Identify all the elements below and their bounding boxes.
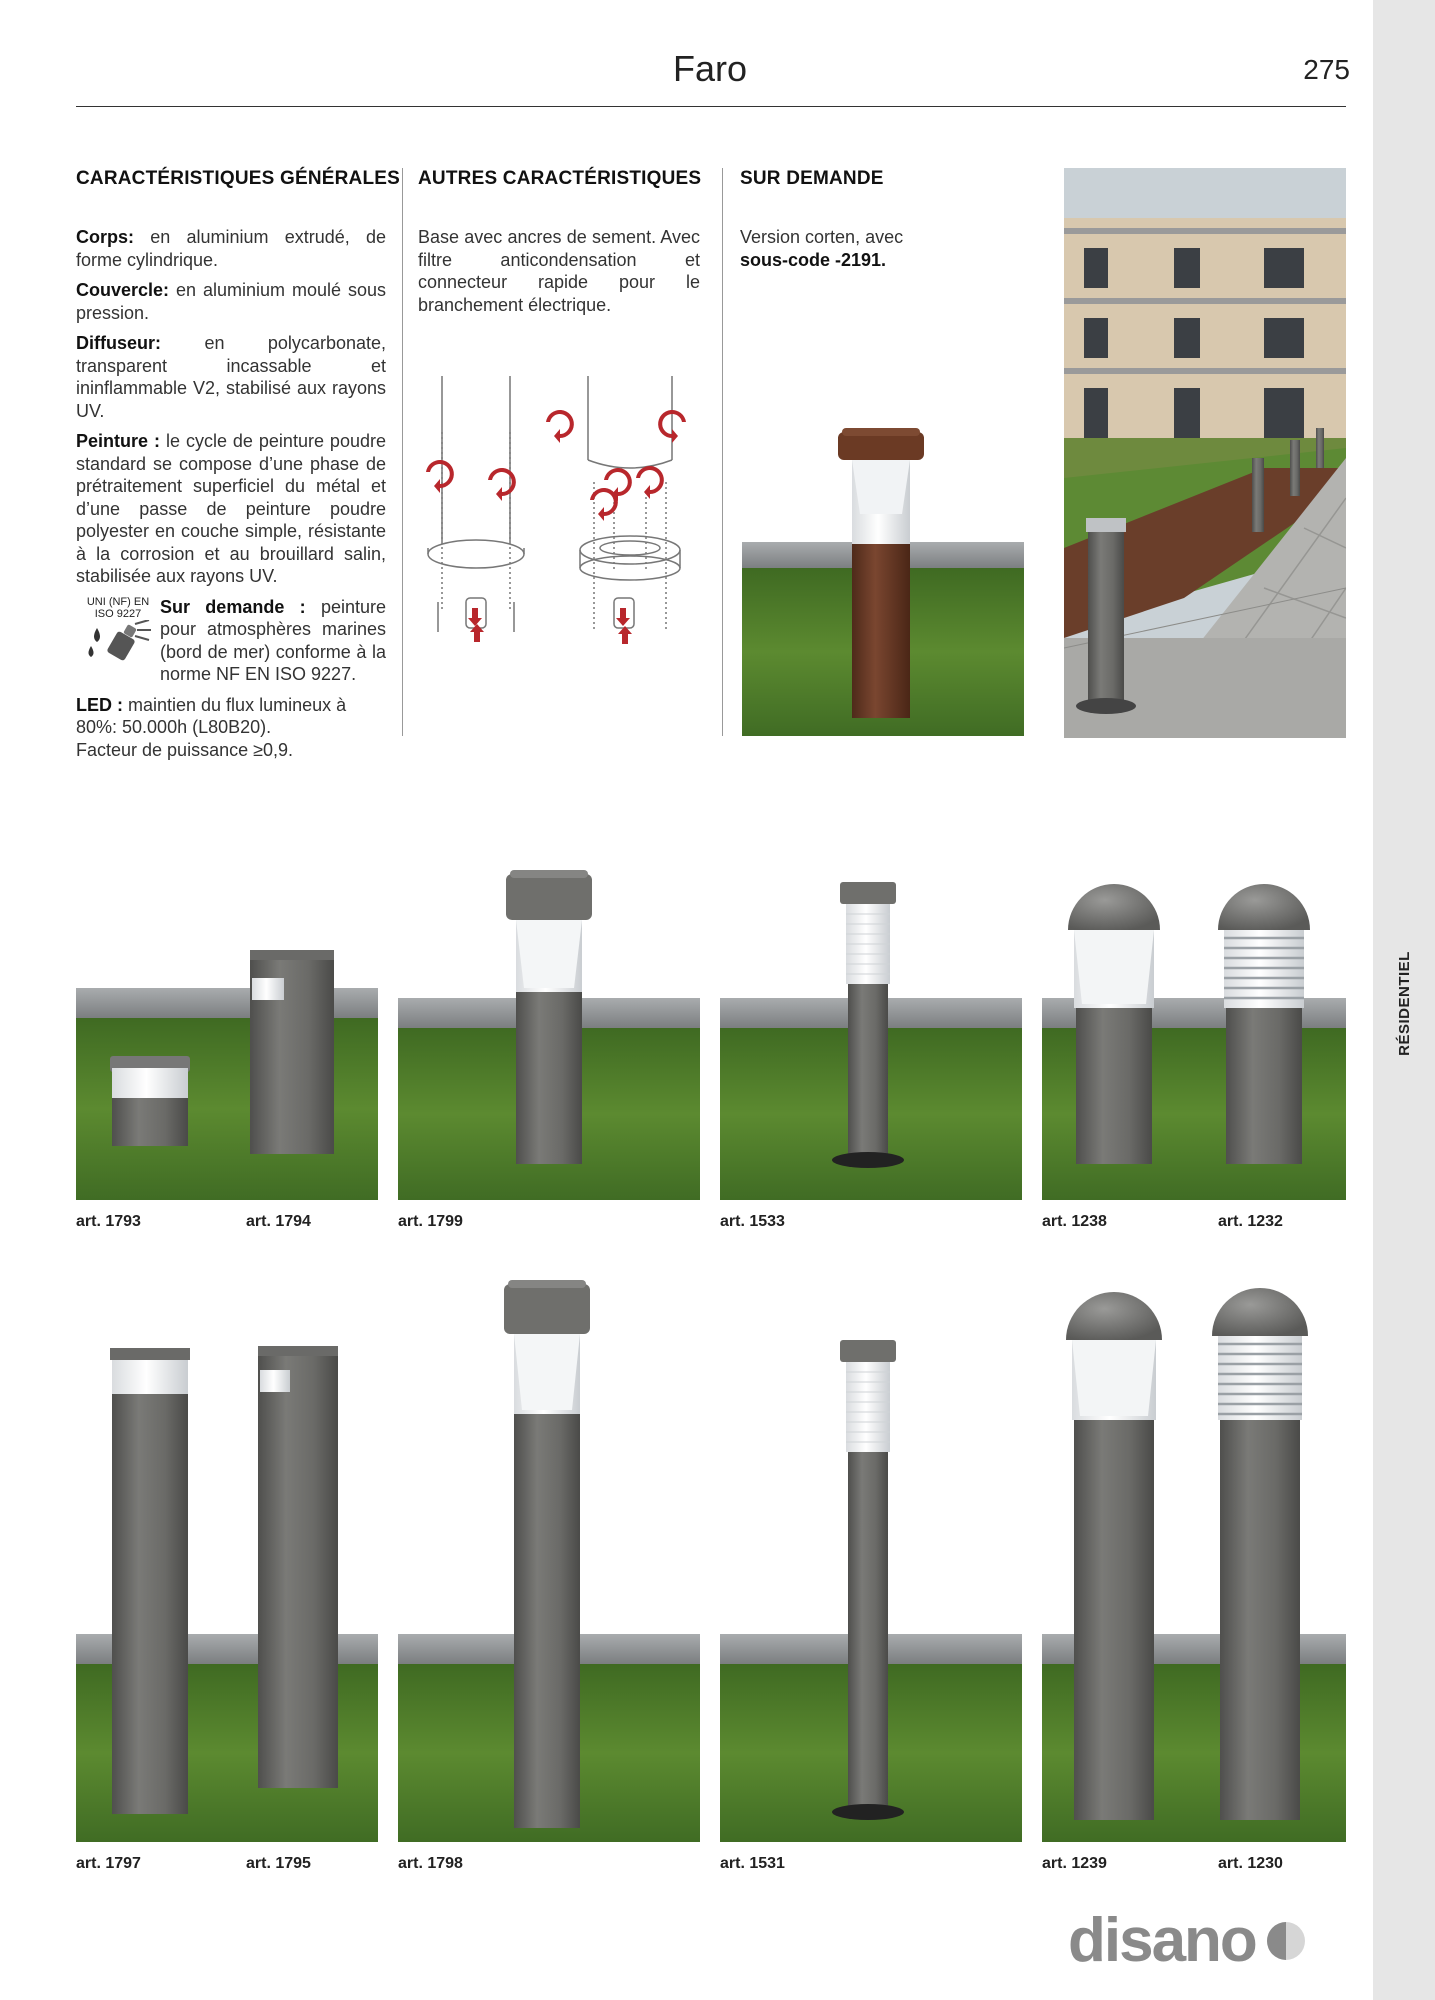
peinture-paragraph: Peinture : le cycle de peinture poudre standard se compose d’une phase de prétraitement superficiel du métal et d’une passe de peinture poudre polyester en couche simple, résistante à la corrosion et au brouillard salin, stabilisée aux rayons UV. — [76, 431, 386, 586]
caption-art-1239: art. 1239 — [1042, 1855, 1107, 1872]
on-request-heading: SUR DEMANDE — [740, 168, 884, 189]
residential-installation-photo — [1064, 168, 1346, 738]
on-request-subcode: sous-code -2191. — [740, 249, 887, 270]
disano-logo: disano — [1068, 1905, 1306, 1976]
on-request — [740, 168, 1020, 271]
photo-art-1798 — [398, 1270, 700, 1842]
caption-art-1531: art. 1531 — [720, 1855, 785, 1872]
sur-demande-paragraph: Sur demande : peinture pour atmosphères marines (bord de mer) conforme à la norme NF EN ISO 9227. — [160, 596, 386, 684]
caption-art-1799: art. 1799 — [398, 1213, 463, 1230]
caption-art-1797: art. 1797 — [76, 1855, 141, 1872]
other-characteristics-text: Base avec ancres de sement. Avec filtre anticondensation et connecteur rapide pour le branchement électrique. — [418, 227, 700, 315]
marine-paint-block — [76, 596, 386, 686]
on-request-text: Version corten, avec — [740, 227, 904, 247]
photo-art-1531 — [720, 1270, 1022, 1842]
caption-art-1232: art. 1232 — [1218, 1213, 1283, 1230]
photo-art-1793-1794 — [76, 868, 378, 1200]
power-factor-text: Facteur de puissance ≥0,9. — [76, 739, 294, 760]
other-characteristics — [418, 168, 700, 316]
norm-icon: UNI (NF) EN ISO 9227 — [76, 596, 160, 669]
photo-art-1797-1795 — [76, 1270, 378, 1842]
caption-art-1238: art. 1238 — [1042, 1213, 1107, 1230]
caption-art-1230: art. 1230 — [1218, 1855, 1283, 1872]
couvercle-paragraph: Couvercle: en aluminium moulé sous pression. — [76, 280, 386, 323]
spray-paint-icon — [85, 620, 151, 664]
caption-art-1795: art. 1795 — [246, 1855, 311, 1872]
caption-art-1793: art. 1793 — [76, 1213, 141, 1230]
caption-art-1533: art. 1533 — [720, 1213, 785, 1230]
corten-lamp-head — [742, 424, 1024, 544]
photo-art-1799 — [398, 868, 700, 1200]
caption-art-1798: art. 1798 — [398, 1855, 463, 1872]
corten-version-photo — [742, 542, 1024, 736]
general-characteristics-heading: CARACTÉRISTIQUES GÉNÉRALES — [76, 168, 401, 189]
page-title: Faro — [672, 48, 748, 89]
logo-half-circle-icon — [1266, 1921, 1306, 1961]
page-number: 275 — [1303, 54, 1350, 85]
side-tab-label: RÉSIDENTIEL — [1395, 950, 1413, 1056]
general-characteristics — [76, 168, 401, 761]
other-characteristics-heading: AUTRES CARACTÉRISTIQUES — [418, 168, 702, 189]
corps-paragraph: Corps: en aluminium extrudé, de forme cylindrique. — [76, 227, 386, 270]
led-paragraph: LED : maintien du flux lumineux à 80%: 50.000h (L80B20). — [76, 694, 347, 737]
photo-art-1533 — [720, 868, 1022, 1200]
column-divider — [722, 168, 723, 736]
installation-diagram — [418, 372, 708, 672]
caption-art-1794: art. 1794 — [246, 1213, 311, 1230]
photo-art-1238-1232 — [1042, 868, 1346, 1200]
diffuseur-paragraph: Diffuseur: en polycarbonate, transparent incassable et ininflammable V2, stabilisé aux rayons UV. — [76, 333, 386, 421]
photo-art-1239-1230 — [1042, 1270, 1346, 1842]
column-divider — [402, 168, 403, 736]
header-divider — [76, 106, 1346, 107]
